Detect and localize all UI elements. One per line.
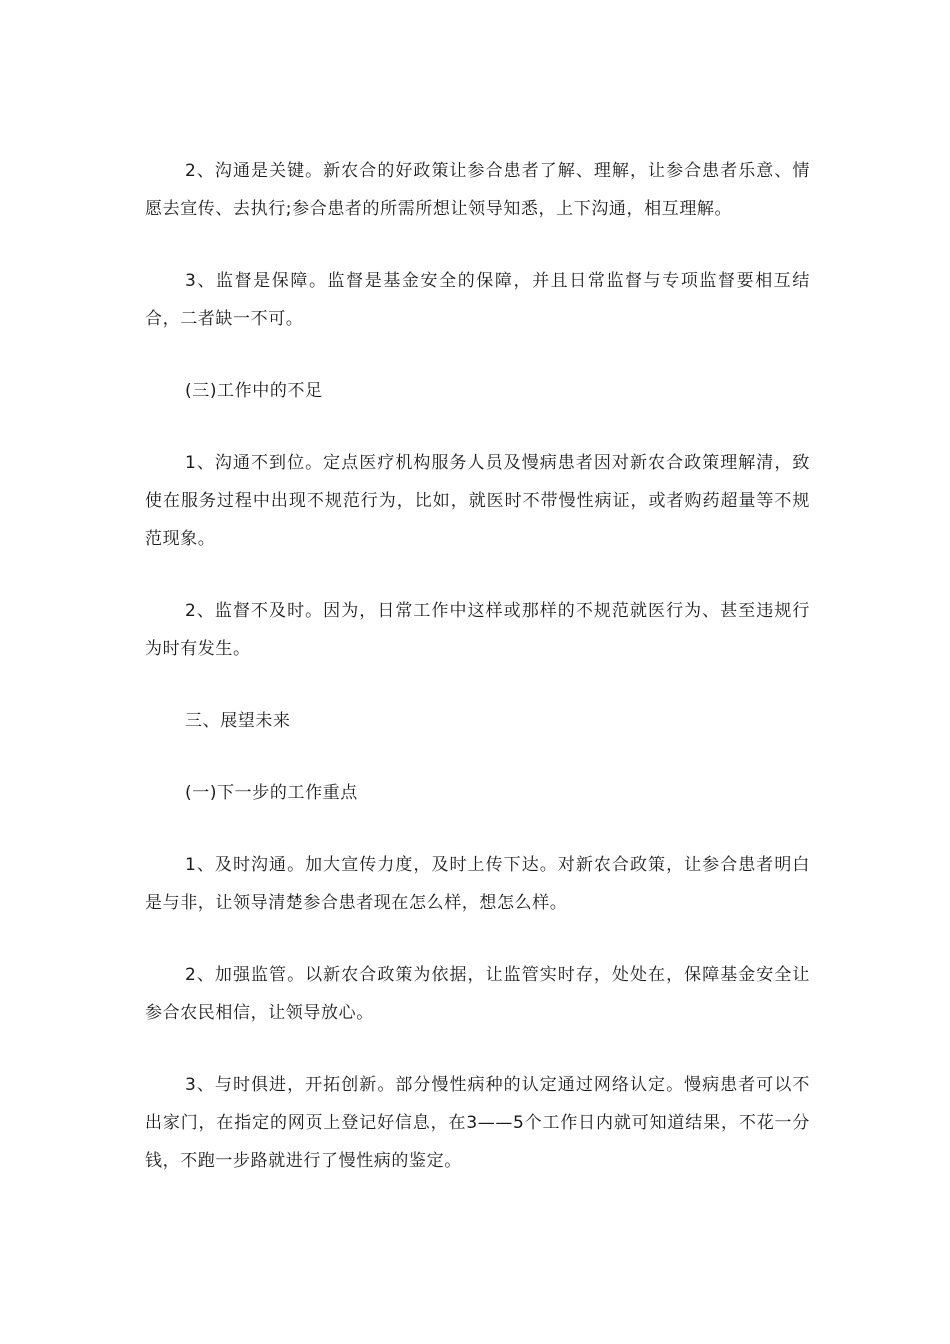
paragraph-communication-key: 2、沟通是关键。新农合的好政策让参合患者了解、理解，让参合患者乐意、情愿去宣传、去执行;参合患者的所需所想让领导知悉，上下沟通，相互理解。 [145, 161, 810, 219]
paragraph-innovation: 3、与时俱进，开拓创新。部分慢性病种的认定通过网络认定。慢病患者可以不出家门，在指定的网页上登记好信息，在3——5个工作日内就可知道结果，不花一分钱，不跑一步路就进行了慢性病的鉴定。 [145, 1075, 810, 1171]
paragraph-communication-inadequate: 1、沟通不到位。定点医疗机构服务人员及慢病患者因对新农合政策理解清，致使在服务过程中出现不规范行为，比如，就医时不带慢性病证，或者购药超量等不规范现象。 [145, 453, 810, 549]
section-heading-next-steps: (一)下一步的工作重点 [185, 783, 358, 803]
paragraph-supervision-guarantee: 3、监督是保障。监督是基金安全的保障，并且日常监督与专项监督要相互结合，二者缺一不可。 [145, 271, 810, 329]
paragraph-strengthen-supervision: 2、加强监管。以新农合政策为依据，让监管实时存，处处在，保障基金安全让参合农民相信，让领导放心。 [145, 965, 810, 1023]
document-body [145, 152, 810, 1214]
section-heading-shortcomings: (三)工作中的不足 [185, 381, 323, 401]
paragraph-timely-communication: 1、及时沟通。加大宣传力度，及时上传下达。对新农合政策，让参合患者明白是与非，让领导清楚参合患者现在怎么样，想怎么样。 [145, 855, 810, 913]
section-heading-outlook: 三、展望未来 [185, 711, 291, 731]
paragraph-supervision-untimely: 2、监督不及时。因为，日常工作中这样或那样的不规范就医行为、甚至违规行为时有发生。 [145, 601, 810, 659]
